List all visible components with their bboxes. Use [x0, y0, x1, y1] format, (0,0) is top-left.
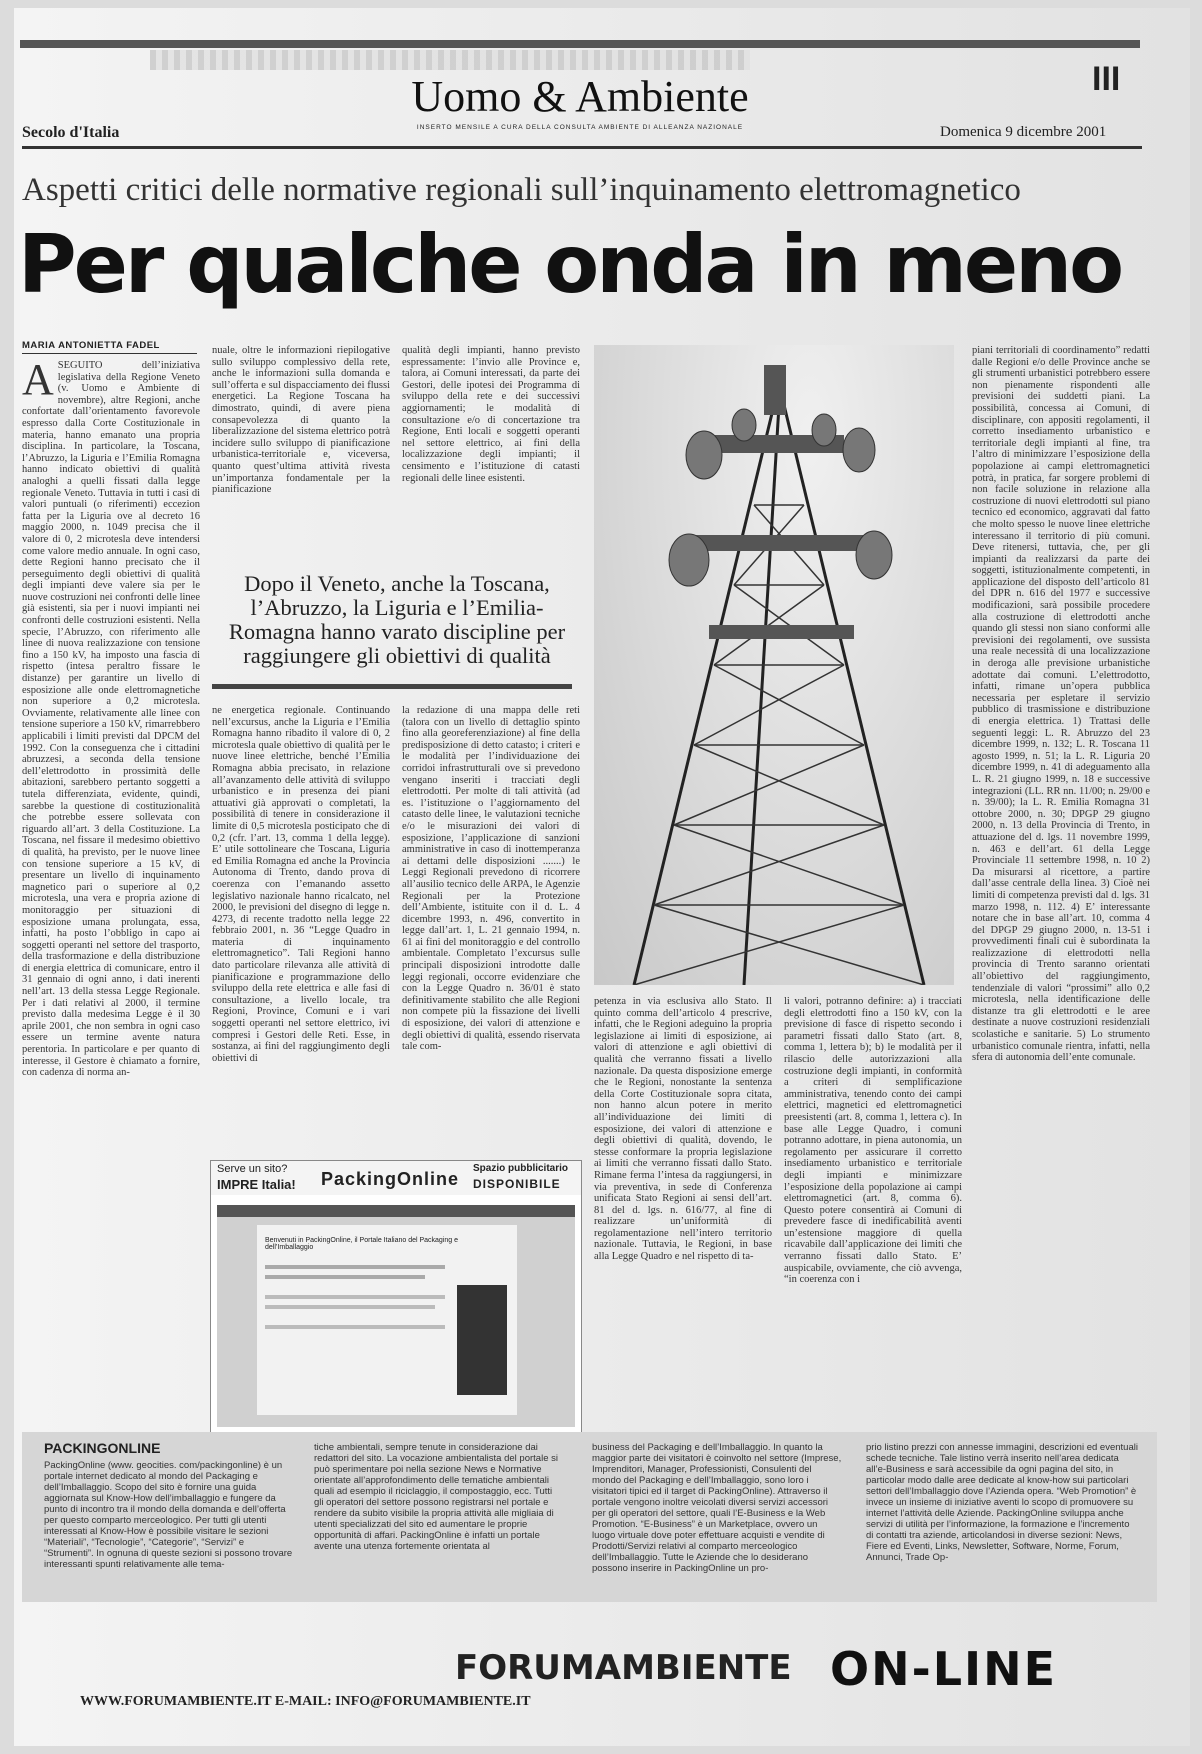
- online-label: ON-LINE: [830, 1642, 1058, 1696]
- ad-brand-impre: IMPRE Italia!: [217, 1177, 296, 1192]
- advertisement[interactable]: [210, 1160, 582, 1434]
- article-column-2b: ne energetica regionale. Continuando nell’excursus, anche la Liguria e l’Emilia Romagna hanno ribadito il valore di 0, 2 microtesla quale obiettivo di qualità per le nuove linee elettriche, benché l’Emilia Romagna abbia precisato, in relazione all’avanzamento delle attività di sviluppo urbanistico e in presenza dei piani attuativi già approvati o completati, la possibilità di tenere in considerazione il limite di 0,5 microtesla posticipato che di 0,2 (cfr. l’art. 13, comma 1 della legge). E’ utile sottolineare che Toscana, Liguria ed Emilia Romagna ed anche la Provincia Autonoma di Trento, dando prova di coerenza con l’emanando assetto legislativo nazionale hanno ricalcato, nel 2000, le previsioni del disegno di legge n. 4273, di recente tradotto nella legge 22 febbraio 2001, n. 36 “Legge Quadro in materia di inquinamento elettromagnetico”. Tali Regioni hanno dato particolare rilevanza alle attività di pianificazione e programmazione dello sviluppo della rete elettrica e alle fasi di consultazione, a livello locale, tra Regioni, Province, Comuni e i vari soggetti operanti nel settore elettrico, ivi compresi i Gestori delle Reti. Esse, in sostanza, ai fini del raggiungimento degli obiettivi di: [212, 705, 390, 1064]
- article-kicker: Aspetti critici delle normative regionali sull’inquinamento elettromagnetico: [22, 172, 1021, 208]
- browser-bar: [217, 1205, 575, 1217]
- website-line: [265, 1305, 435, 1309]
- box-column-2: tiche ambientali, sempre tenute in considerazione dai redattori del sito. La vocazione ambientalista del portale si può sperimentare poi nella sezione News e Normative orientate all’approfondimento delle tematiche ambientali quali ad esempio il riciclaggio, il compostaggio, ecc. Tutti gli operatori del settore possono registrarsi nel portale e rendere da subito visibile la propria attività alle migliaia di utenti specializzati del sito ed aumentare le proprie opportunità di affari. PackingOnline è infatti un portale avente una utenza fortemente orientata al: [314, 1442, 558, 1552]
- ad-header: [211, 1161, 581, 1195]
- footer-contacts[interactable]: WWW.FORUMAMBIENTE.IT E-MAIL: INFO@FORUMAMBIENTE.IT: [80, 1694, 531, 1709]
- masthead-subtitle: INSERTO MENSILE A CURA DELLA CONSULTA AMBIENTE DI ALLEANZA NAZIONALE: [416, 124, 744, 131]
- column-text: SEGUITO dell’iniziativa legislativa della Regione Veneto (v. Uomo e Ambiente di novembre), altre Regioni, anche confortate dall’orientamento favorevole espresso dalla Corte Costituzionale in materia, hanno emanato una propria disciplina. In particolare, la Toscana, l’Abruzzo, la Liguria e l’Emilia Romagna hanno indicato obiettivi di qualità analoghi a quelli fissati dalla legge regionale Veneto. Tuttavia in tutti i casi di valori puntuali (o riferimenti) eccezion fatta per la Liguria ove al decreto 16 maggio 2000, n. 1049 precisa che il valore di 0, 2 microtesla deve intendersi come valore medio annuale. In ogni caso, dette Regioni hanno precisato che il perseguimento degli obiettivi di qualità degli impianti deve valere sia per le nuove costruzioni nei confronti delle linee già esistenti, sia per i nuovi impianti nei confronti delle costruzioni esistenti. Nella specie, l’Abruzzo, con riferimento alle linee di nuova realizzazione con tensione fino a 150 kV, ha imposto una fascia di rispetto (intesa peraltro fissare le distanze) per garantire un livello di esposizione alle onde elettromagnetiche non superiore a 0,2 microtesla. Ovviamente, relativamente alle linee con tensione superiore a 150 kV, rimarrebbero applicabili i limiti previsti dal DPCM del 1992. Con la conseguenza che i cittadini abruzzesi, a seconda della tensione dell’elettrodotto in prossimità delle abitazioni, sarebbero pertanto soggetti a tutela differenziata, evidente, quindi, sarebbe la questione di costituzionalità che potrebbe essere sollevata con riguardo all’art. 3 della Costituzione. La Toscana, nel fissare il medesimo obiettivo di qualità, ha previsto, per le nuove linee con tensione superiore a 15 kV, di presentare un livello di inquinamento magnetico pari o superiore al 0,2 microtesla, una vera e propria azione di monitoraggio per situazioni di esposizione umana prolungata, essa, infatti, ha posto l’obbligo in capo ai soggetti operanti nel settore del trasporto, della trasformazione e della distribuzione di energia elettrica di comunicare, entro il 31 gennaio di ogni anno, i dati inerenti nell’art. 13 della stessa Legge Regionale. Per i dati relativi al 2000, il termine previsto dalla medesima Legge è il 30 aprile 2001, che non sembra in ogni caso essere un termine avente natura perentoria. In particolare e per quanto di interesse, il Gestore è chiamato a fornire, con cadenza di norma an-: [22, 360, 200, 1079]
- top-rule: [20, 40, 1140, 48]
- masthead-decoration: [150, 50, 750, 70]
- tower-photo: [594, 345, 954, 985]
- article-column-2: nuale, oltre le informazioni riepilogative sullo sviluppo complessivo della rete, anche le informazioni sulla domanda e sull’offerta e sul dispacciamento dei flussi energetici. La Regione Toscana ha dimostrato, quindi, di avere piena consapevolezza di quanto la liberalizzazione del sistema elettrico potrà incidere sullo sviluppo di pianificazione urbanistica-territoriale e, viceversa, quanto quest’ultima attività rivesta un’importanza fondamentale per la pianificazione: [212, 345, 390, 496]
- ad-website-screenshot: [217, 1205, 575, 1427]
- website-line: [265, 1265, 445, 1269]
- ad-brand-packing: PackingOnline: [321, 1169, 460, 1189]
- ad-cta: Serve un sito?: [217, 1163, 288, 1175]
- page-number: III: [1092, 60, 1121, 98]
- drop-cap: A: [22, 360, 54, 404]
- article-column-4: petenza in via esclusiva allo Stato. Il quinto comma dell’articolo 4 prescrive, infatti, che le Regioni adeguino la propria legislazione ai limiti di esposizione, ai valori di attenzione e agli obiettivi di qualità che verranno fissati a livello nazionale. Da questa disposizione emerge che le Regioni, nonostante la sentenza della Corte Costituzionale sopra citata, non hanno alcun potere in merito all’individuazione dei limiti di esposizione, dei valori di attenzione e degli obiettivi di qualità, dovendo, le stesse conformare la propria legislazione ai limiti che verranno fissati dallo Stato. Rimane ferma l’intesa da raggiungersi, in via preventiva, in sede di Conferenza unificata Stato Regioni ai sensi dell’art. 81 del d. lgs. n. 616/77, al fine di realizzare un’uniformità di regolamentazione nell’intero territorio nazionale. Tuttavia, le Regioni, in base alla Legge Quadro e nel rispetto di ta-: [594, 996, 772, 1263]
- issue-date: Domenica 9 dicembre 2001: [940, 124, 1107, 140]
- website-line: [265, 1275, 425, 1279]
- website-line: [265, 1295, 445, 1299]
- article-column-3b: la redazione di una mappa delle reti (talora con un livello di dettaglio spinto fino alla georeferenziazione) al fine della predisposizione di detto catasto; i criteri e le modalità per l’individuazione dei corridoi infrastrutturali ove si prevedono vengano inseriti i tracciati degli elettrodotti. Per molte di tali attività (ad es. l’istituzione o l’aggiornamento del catasto delle linee, le valutazioni tecniche e/o le misurazioni dei valori di esposizione, l’applicazione di sanzioni amministrative in caso di inottemperanza ai dettami delle disposizioni .......) le Leggi Regionali prevedono di ricorrere all’ausilio tecnico delle ARPA, le Agenzie Regionali per la Protezione dell’Ambiente, istituite con il d. L. 4 dicembre 1993, n. 496, convertito in legge dall’art. 1, L. 21 gennaio 1994, n. 61 ai fini del monitoraggio e del controllo ambientale. Completato l’excursus sulle principali disposizioni introdotte dalle leggi regionali, occorre evidenziare che con la Legge Quadro n. 36/01 è stato definitivamente stabilito che alle Regioni non compete più la fissazione dei livelli di esposizione, dei valori di attenzione e degli obiettivi di qualità, essendo riservata tale com-: [402, 705, 580, 1053]
- article-column-1: [22, 360, 200, 1432]
- article-column-3: qualità degli impianti, hanno previsto espressamente: l’invio alle Province e, talora, ai Comuni interessati, da parte dei Gestori, delle ipotesi dei Programma di sviluppo della rete e dei successivi aggiornamenti; le modalità di consultazione e/o di concertazione tra Regione, Enti locali e soggetti operanti nel settore elettrico, ai fini della localizzazione degli impianti; il censimento e l’istituzione di catasti regionali delle linee esistenti.: [402, 345, 580, 484]
- box-title: PACKINGONLINE: [44, 1440, 161, 1456]
- article-column-5: li valori, potranno definire: a) i tracciati degli elettrodotti fino a 150 kV, con la previsione di fasce di rispetto secondo i parametri fissati dallo Stato (art. 8, comma 1, lettera b); b) le modalità per il rilascio delle autorizzazioni alla costruzione degli impianti, in conformità a criteri di semplificazione amministrativa, tenendo conto dei campi elettrici, magnetici ed elettromagnetici preesistenti (art. 8, comma 1, lettera c). In base alle Legge Quadro, i comuni potranno adottare, in piena autonomia, un regolamento per assicurare il corretto insediamento urbanistico e territoriale degli impianti e minimizzare l’esposizione della popolazione ai campi elettromagnetici (art. 8, comma 6). Questo potere consentirà ai Comuni di prevedere fasce di inedificabilità aventi un’estensione maggiore di quella ricavabile dall’applicazione dei limiti che verranno fissati dallo Stato. E’ auspicabile, ovviamente, che ciò avvenga, “in coerenza con i: [784, 996, 962, 1286]
- forumambiente-logo: FORUMAMBIENTE: [455, 1648, 792, 1688]
- tower-illustration: [594, 345, 954, 985]
- pull-quote-rule: [212, 684, 572, 689]
- paper-name: Secolo d'Italia: [22, 124, 120, 141]
- box-column-1: PackingOnline (www. geocities. com/packingonline) è un portale internet dedicato al mondo del Packaging e dell’Imballaggio. Scopo del sito è fornire una guida aggiornata sul Know-How dell’imballaggio e fungere da punto di incontro tra il mondo della domanda e dell’offerta per questo comparto merceologico. Per tutti gli utenti interessati al Know-How è possibile visitare le sezioni “Materiali”, “Tecnologie”, “Categorie”, “Servizi” e “Strumenti”. In ognuna di queste sezioni si possono trovare interessanti spunti relativamente alle tema-: [44, 1460, 293, 1570]
- article-byline: MARIA ANTONIETTA FADEL: [22, 340, 197, 354]
- website-page: [257, 1225, 517, 1415]
- article-headline: Per qualche onda in meno: [18, 218, 1122, 311]
- article-column-6: piani territoriali di coordinamento” redatti dalle Regioni e/o delle Province anche se gli strumenti urbanistici potrebbero essere non pienamente rispondenti alle previsioni dei suddetti piani. La possibilità, concessa ai Comuni, di disciplinare, con appositi regolamenti, il corretto insediamento urbanistico e territoriale degli impianti al fine, tra l’altro di minimizzare l’esposizione della popolazione ai campi elettromagnetici potrà, in pratica, far sorgere problemi di non facile soluzione in relazione alla costruzione di nuovi elettrodotti sul piano tecnico ed economico, aggravati dal fatto che molto spesso le nuove linee elettriche interessano il territorio di più comuni. Deve ritenersi, tuttavia, che, per gli impianti da realizzarsi da parte dei soggetti, istituzionalmente competenti, in applicazione del disposto dell’articolo 81 del DPR n. 616 del 1977 e successive modificazioni, sarà possibile procedere alla costruzione di elettrodotti anche quando gli stessi non siano conformi alle previsioni dei regolamenti, ove sussista una reale necessità di una localizzazione in deroga alle previsione urbanistiche adottate dai comuni. L’elettrodotto, infatti, rimane un’opera pubblica necessaria per espletare il servizio pubblico di trasmissione e distribuzione di energia elettrica. 1) Trattasi delle seguenti leggi: L. R. Abruzzo del 23 dicembre 1999, n. 132; L. R. Toscana 11 agosto 1999, n. 51; la L. R. Liguria 20 dicembre 1999, n. 41 di adeguamento alla L. R. 21 giugno 1999, n. 18 e successive integrazioni (LL. RR nn. 11/00; n. 29/00 e n. 39/00); la L. R. Emilia Romagna 31 ottobre 2000, n. 30; DPGP 29 giugno 2000, n. 13 della Provincia di Trento, in attuazione del d. lgs. 11 novembre 1999, n. 463 e dell’art. 61 della Legge Provinciale 11 settembre 1998, n. 10 2) Da misurarsi al ricettore, a partire dall’asse centrale della linea. 3) Cioè nei limiti di competenza previsti dal d. lgs. 31 marzo 1998, n. 112. 4) E’ interessante notare che in base all’art. 10, comma 4 del DPGP 29 giugno 2000, n. 13-51 i provvedimenti finali cui è subordinata la realizzazione di elettrodotti nella provincia di Trento saranno orientati all’obiettivo del raggiungimento, tendenziale di valori “prossimi” allo 0,2 microtesla, nella identificazione delle distanze tra gli elettrodotti e le aree destinate a nuove costruzioni residenziali scolastiche e sanitarie. 5) Lo strumento urbanistico comunale rientra, infatti, nella sfera di autonomia dell’ente comunale.: [972, 345, 1150, 1064]
- pull-quote: Dopo il Veneto, anche la Toscana, l’Abruzzo, la Liguria e l’Emilia-Romagna hanno varato discipline per raggiungere gli obiettivi di qualità: [228, 571, 566, 668]
- box-column-4: prio listino prezzi con annesse immagini, descrizioni ed eventuali schede tecniche. Tale listino verrà inserito nell’area dedicata all’e-Business e sarà accessibile da ogni pagina del sito, in particolar modo dalle aree dedicate al know-how sui particolari settori dell’Imballaggio dove l’Azienda opera. “Web Promotion” è invece un insieme di iniziative aventi lo scopo di promuovere su internet l’attività delle Aziende. PackingOnline sviluppa anche servizi di utilità per l’informazione, la formazione e l’incremento di contatti tra aziende, articolandosi in diverse sezioni: News, Fiere ed Eventi, Links, Newsletter, Software, Norme, Forum, Annunci, Trade Op-: [866, 1442, 1138, 1563]
- ad-space-label: Spazio pubblicitario: [473, 1163, 569, 1174]
- website-title: Benvenuti in PackingOnline, il Portale Italiano del Packaging e dell’Imballaggio: [265, 1237, 459, 1251]
- box-column-3: business del Packaging e dell’Imballaggio. In quanto la maggior parte dei visitatori è coinvolto nel settore (Imprese, Imprenditori, Manager, Professionisti, Consulenti del mondo del Packaging e dell’Imballaggio, sono loro i visitatori tipici ed il target di PackingOnline). Attraverso il portale vengono inoltre veicolati diversi servizi accessori per gli operatori del settore, quali l’E-Business e la Web Promotion. “E-Business” è un Marketplace, ovvero un luogo virtuale dove poter effettuare acquisti e vendite di Prodotti/Servizi relativi al comparto merceologico dell’Imballaggio. Tutte le Aziende che lo desiderano possono inserire in PackingOnline un pro-: [592, 1442, 842, 1574]
- header-rule: [22, 146, 1142, 149]
- website-sidebar: [457, 1285, 507, 1395]
- ad-space-value: DISPONIBILE: [473, 1177, 561, 1191]
- website-line: [265, 1325, 445, 1329]
- masthead: Uomo & Ambiente: [411, 72, 749, 121]
